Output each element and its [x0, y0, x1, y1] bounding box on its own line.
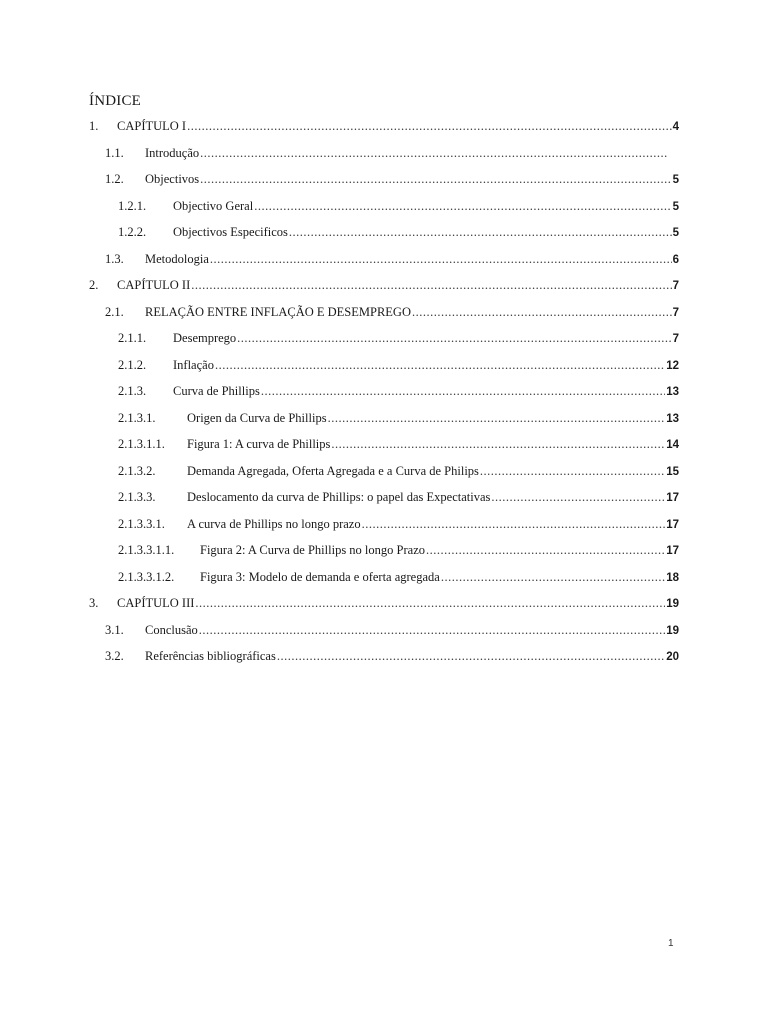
- toc-entry-page: 5: [672, 227, 679, 239]
- toc-entry-title: Objectivo Geral: [173, 198, 254, 213]
- toc-entry-number: 1.2.1.: [118, 198, 147, 213]
- toc-dot-leader: [362, 514, 666, 534]
- toc-entry[interactable]: [105, 249, 679, 269]
- toc-dot-leader: [210, 249, 672, 269]
- toc-entry-page: 14: [666, 439, 679, 451]
- toc-entry-title: CAPÍTULO II: [117, 278, 191, 292]
- toc-entry-number: 2.1.3.3.1.2.: [118, 569, 175, 584]
- toc-entry[interactable]: [118, 434, 679, 454]
- toc-dot-leader: [215, 355, 665, 375]
- toc-entry-page: 7: [672, 280, 679, 292]
- toc-entry[interactable]: [89, 593, 679, 613]
- toc-dot-leader: [277, 646, 665, 666]
- toc-entry-number: 2.1.3.3.1.: [118, 516, 165, 531]
- toc-entry[interactable]: [118, 196, 679, 216]
- toc-entry-number: 2.1.3.1.: [118, 410, 156, 425]
- toc-entry[interactable]: [105, 302, 679, 322]
- toc-entry-page: 17: [666, 518, 679, 531]
- toc-dot-leader: [254, 196, 671, 216]
- toc-entry-number: 2.1.3.: [118, 384, 147, 398]
- toc-entry-page: 7: [672, 306, 679, 319]
- toc-entry-number: 1.: [89, 119, 99, 133]
- toc-entry-title: Deslocamento da curva de Phillips: o papel das Expectativas: [187, 490, 491, 504]
- toc-entry-number: 2.1.3.1.1.: [118, 437, 165, 451]
- toc-entry[interactable]: [118, 355, 679, 375]
- toc-entry-page: 13: [666, 386, 679, 398]
- toc-entry-number: 3.2.: [105, 649, 124, 663]
- toc-entry-page: 17: [666, 545, 679, 557]
- toc-entry-page: 5: [672, 200, 679, 213]
- toc-entry-number: 1.2.: [105, 172, 124, 186]
- toc-dot-leader: [441, 567, 665, 587]
- toc-entry-title: Inflação: [173, 357, 214, 372]
- toc-dot-leader: [331, 434, 665, 454]
- toc-dot-leader: [187, 116, 672, 136]
- toc-dot-leader: [289, 222, 672, 242]
- toc-entry-page: 19: [666, 624, 679, 637]
- toc-entry-number: 2.1.3.3.: [118, 490, 156, 504]
- toc-entry[interactable]: [118, 381, 679, 401]
- toc-dot-leader: [200, 169, 671, 189]
- toc-entry-number: 1.1.: [105, 145, 124, 160]
- toc-entry-title: A curva de Phillips no longo prazo: [187, 516, 361, 531]
- toc-entry-page: 18: [666, 571, 679, 584]
- toc-entry[interactable]: [118, 567, 679, 587]
- toc-entry-number: 2.1.3.3.1.1.: [118, 543, 175, 557]
- toc-entry[interactable]: [105, 620, 679, 640]
- toc-entry-title: Introdução: [145, 145, 200, 160]
- toc-entry-page: 5: [672, 174, 679, 186]
- toc-entry-page: 7: [672, 333, 679, 345]
- toc-entry[interactable]: [118, 540, 679, 560]
- toc-entry-title: Figura 2: A Curva de Phillips no longo Prazo: [200, 543, 425, 557]
- toc-entry-title: Curva de Phillips: [173, 384, 260, 398]
- toc-entry-number: 3.: [89, 596, 99, 610]
- toc-entry-title: Figura 3: Modelo de demanda e oferta agregada: [200, 569, 440, 584]
- page-number: 1: [668, 938, 674, 949]
- toc-dot-leader: [191, 275, 671, 295]
- toc-entry-page: 4: [672, 121, 679, 133]
- toc-entry-page: 19: [666, 598, 679, 610]
- toc-entry-title: Referências bibliográficas: [145, 649, 276, 663]
- toc-entry-page: 17: [666, 492, 679, 504]
- toc-heading: ÍNDICE: [89, 93, 142, 109]
- toc-entry-number: 2.: [89, 278, 99, 292]
- toc-entry[interactable]: [118, 487, 679, 507]
- toc-entry-number: 2.1.2.: [118, 357, 147, 372]
- toc-dot-leader: [328, 408, 666, 428]
- toc-entry-title: Objectivos: [145, 172, 200, 186]
- toc-entry-number: 2.1.1.: [118, 331, 147, 345]
- toc-entry-page: 20: [666, 651, 679, 663]
- toc-entry-number: 2.1.: [105, 304, 124, 319]
- toc-entry[interactable]: [105, 646, 679, 666]
- toc-entry-title: Metodologia: [145, 251, 209, 266]
- toc-dot-leader: [199, 620, 665, 640]
- toc-dot-leader: [426, 540, 665, 560]
- toc-dot-leader: [412, 302, 672, 322]
- toc-entry-page: 15: [666, 465, 679, 478]
- toc-entry-number: 1.2.2.: [118, 225, 147, 239]
- toc-dot-leader: [200, 143, 668, 163]
- toc-entry[interactable]: [118, 328, 679, 348]
- toc-dot-leader: [237, 328, 671, 348]
- toc-dot-leader: [261, 381, 665, 401]
- toc-entry-page: 6: [672, 253, 679, 266]
- toc-dot-leader: [480, 461, 665, 481]
- toc-entry-title: Objectivos Especificos: [173, 225, 288, 239]
- toc-dot-leader: [195, 593, 665, 613]
- toc-entry-title: CAPÍTULO III: [117, 596, 195, 610]
- toc-entry[interactable]: [105, 169, 679, 189]
- toc-entry[interactable]: [118, 461, 679, 481]
- toc-entry-title: Origen da Curva de Phillips: [187, 410, 327, 425]
- toc-entry-title: Desemprego: [173, 331, 237, 345]
- toc-entry-title: Figura 1: A curva de Phillips: [187, 437, 331, 451]
- toc-entry-page: 13: [666, 412, 679, 425]
- toc-entry-page: 12: [666, 359, 679, 372]
- toc-entry[interactable]: [118, 222, 679, 242]
- toc-entry[interactable]: [89, 275, 679, 295]
- toc-entry[interactable]: [118, 408, 679, 428]
- toc-entry-title: CAPÍTULO I: [117, 119, 187, 133]
- toc-entry[interactable]: [89, 116, 679, 136]
- toc-entry-title: Conclusão: [145, 622, 198, 637]
- toc-entry-number: 1.3.: [105, 251, 124, 266]
- toc-entry[interactable]: [105, 143, 669, 163]
- toc-entry-number: 3.1.: [105, 622, 124, 637]
- toc-entry[interactable]: [118, 514, 679, 534]
- toc-entry-title: RELAÇÃO ENTRE INFLAÇÃO E DESEMPREGO: [145, 304, 411, 319]
- toc-dot-leader: [491, 487, 665, 507]
- toc-entry-number: 2.1.3.2.: [118, 463, 156, 478]
- toc-entry-title: Demanda Agregada, Oferta Agregada e a Curva de Philips: [187, 463, 479, 478]
